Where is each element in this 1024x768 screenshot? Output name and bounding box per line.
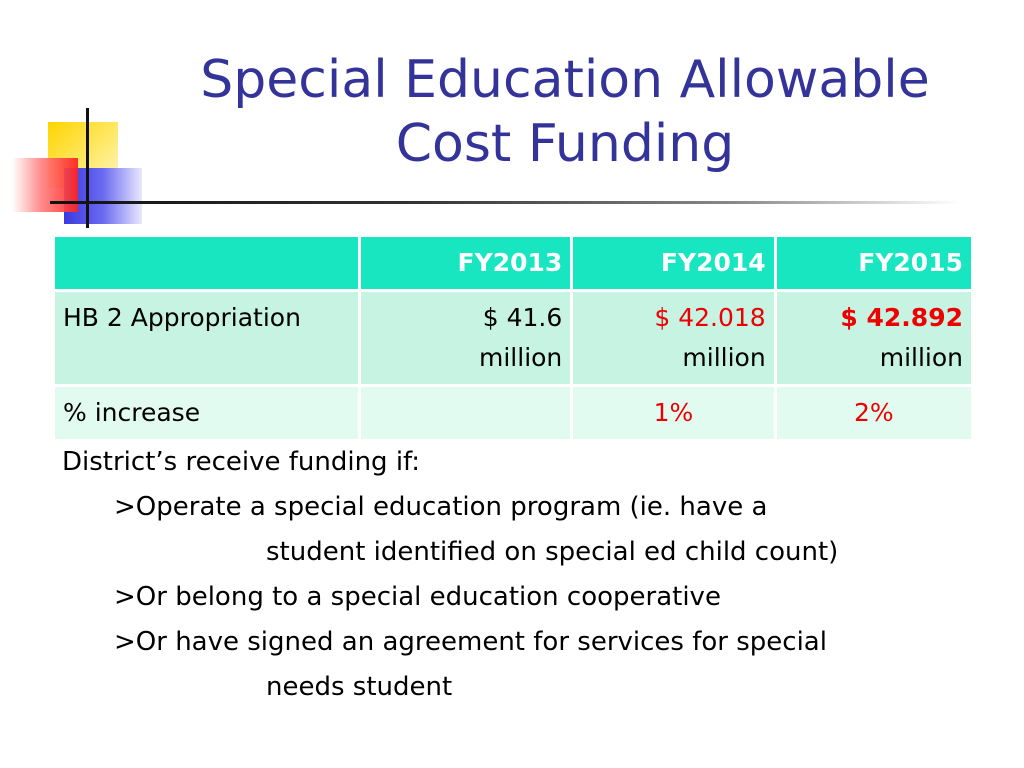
header-cell-fy2014: FY2014 <box>573 237 773 289</box>
item-3-line-2: needs student <box>266 672 453 702</box>
row-label: HB 2 Appropriation <box>55 292 358 384</box>
vertical-rule <box>86 108 89 228</box>
table-row <box>55 387 971 439</box>
funding-table <box>52 234 974 442</box>
title-underline-rule <box>50 201 960 204</box>
header-cell-fy2015: FY2015 <box>777 237 971 289</box>
decorative-squares-logo <box>0 0 160 240</box>
table-header-row <box>55 237 971 289</box>
amount: $ 42.892 <box>840 303 963 332</box>
cell-fy2013 <box>361 387 571 439</box>
intro-line: District’s receive funding if: <box>62 447 421 477</box>
eligibility-text <box>62 440 982 710</box>
cell-fy2013 <box>361 292 571 384</box>
item-2: >Or belong to a special education cooperative <box>114 582 721 612</box>
cell-fy2014: 1% <box>573 387 773 439</box>
header-cell-fy2013: FY2013 <box>361 237 571 289</box>
cell-fy2015: 2% <box>777 387 971 439</box>
cell-fy2015 <box>777 292 971 384</box>
row-label: % increase <box>55 387 358 439</box>
slide-title <box>150 48 980 176</box>
title-line-2: Cost Funding <box>395 114 735 174</box>
unit: million <box>879 343 963 372</box>
unit: million <box>682 343 766 372</box>
amount: $ 42.018 <box>654 303 766 332</box>
unit: million <box>479 343 563 372</box>
title-line-1: Special Education Allowable <box>200 50 930 110</box>
item-1-line-1: >Operate a special education program (ie. have a <box>114 492 768 522</box>
amount: $ 41.6 <box>482 303 563 332</box>
cell-fy2014 <box>573 292 773 384</box>
item-1-line-2: student identified on special ed child count) <box>266 537 839 567</box>
item-3-line-1: >Or have signed an agreement for services for special <box>114 627 827 657</box>
table-row <box>55 292 971 384</box>
header-cell-empty <box>55 237 358 289</box>
